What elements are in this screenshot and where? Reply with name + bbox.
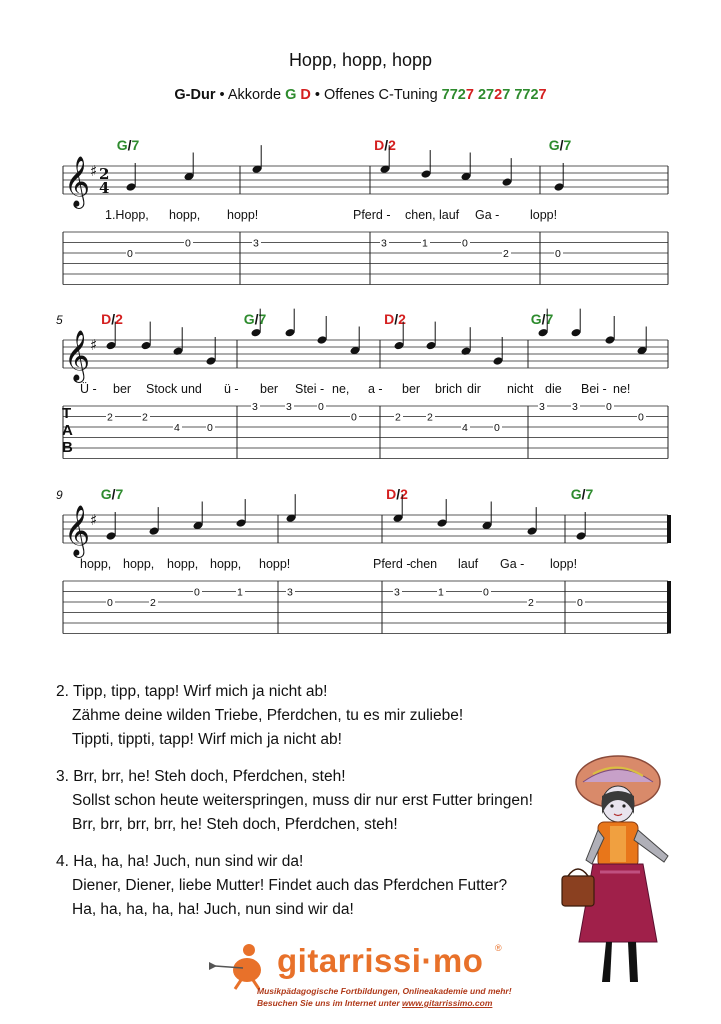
lyric-syllable: hopp!: [227, 208, 259, 222]
tab-fret-number: 3: [252, 401, 258, 413]
chord-letter: D: [384, 311, 395, 327]
lyric-syllable: chen: [410, 557, 438, 571]
time-signature-bottom: 4: [99, 179, 110, 197]
chord-symbol: [101, 311, 123, 327]
tuning-segment: 7: [538, 87, 547, 103]
final-barline: [667, 515, 671, 543]
lyric-syllable: Ga -: [500, 557, 525, 571]
lyric-syllable: und: [181, 382, 202, 396]
woman-with-hat-illustration-icon: [548, 752, 688, 992]
chord-number: 7: [131, 137, 140, 153]
chord-symbol: [386, 486, 408, 502]
verse-4-line-1: 4. Ha, ha, ha! Juch, nun sind wir da!: [56, 853, 304, 870]
tab-fret-number: 2: [142, 411, 148, 424]
lyric-syllable: Ga -: [475, 208, 500, 222]
key-signature-sharp-icon: ♯: [90, 336, 98, 354]
verse-3-line-1: 3. Brr, brr, he! Steh doch, Pferdchen, steh!: [56, 768, 346, 785]
tab-fret-number: 0: [638, 411, 644, 424]
tab-fret-number: 0: [555, 248, 561, 260]
verse-4-line-2: Diener, Diener, liebe Mutter! Findet auch das Pferdchen Futter?: [72, 877, 508, 894]
tab-fret-number: 0: [462, 237, 468, 250]
chord-letter: D: [374, 137, 385, 153]
lyric-syllable: ne!: [613, 382, 631, 396]
chord-d-label: D: [300, 87, 311, 103]
chord-letter: D: [386, 486, 397, 502]
lyric-syllable: brich: [435, 382, 463, 396]
verse-2-line-2: Zähme deine wilden Triebe, Pferdchen, tu es mir zuliebe!: [72, 707, 464, 724]
guitar-figure-icon: [205, 940, 275, 990]
subtitle-sep-1: • Akkorde: [215, 87, 286, 103]
chord-number: 2: [115, 311, 123, 327]
tab-final-barline: [667, 581, 671, 634]
verse-3-line-3: Brr, brr, brr, brr, he! Steh doch, Pferdchen, steh!: [72, 816, 398, 833]
lyric-syllable: chen,: [405, 208, 436, 222]
lyric-syllable: Ü -: [80, 382, 97, 396]
chord-letter: G: [243, 311, 255, 327]
measure-number: 9: [56, 488, 63, 502]
tab-fret-number: 2: [107, 411, 113, 424]
treble-clef-icon: 𝄞: [64, 505, 91, 556]
footer-logo[interactable]: [205, 940, 525, 1020]
tab-fret-number: 1: [438, 586, 444, 599]
chord-letter: G: [116, 137, 128, 153]
chord-number: 7: [115, 486, 124, 502]
brand-name: gitarrissi·mo: [277, 942, 484, 979]
tab-fret-number: 0: [577, 597, 583, 609]
tuning-segment: 772: [514, 87, 539, 103]
verse-3-line-2: Sollst schon heute weiterspringen, muss dir nur erst Futter bringen!: [72, 792, 533, 809]
chord-letter: G: [548, 137, 560, 153]
tab-fret-number: 2: [427, 411, 433, 424]
tuning-segment: 772: [441, 87, 466, 103]
lyric-syllable: hopp!: [259, 557, 291, 571]
treble-clef-icon: 𝄞: [64, 156, 91, 207]
tab-fret-number: 3: [539, 401, 545, 413]
footer-tagline: Musikpädagogische Fortbildungen, Onlineakademie und mehr!: [257, 986, 512, 996]
chord-slash: /: [254, 311, 259, 327]
subtitle-sep-2: • Offenes C-Tuning: [310, 87, 442, 103]
chord-slash: /: [394, 311, 399, 327]
chord-slash: /: [384, 137, 389, 153]
key-signature-sharp-icon: ♯: [90, 162, 98, 180]
chord-number: 2: [388, 137, 396, 153]
tab-fret-number: 3: [572, 401, 578, 413]
tab-fret-number: 0: [107, 597, 113, 609]
chord-number: 7: [545, 311, 554, 327]
tuning-segment: 7: [502, 87, 511, 103]
lyric-syllable: lopp!: [550, 557, 578, 571]
lyric-syllable: a -: [368, 382, 383, 396]
chord-number: 7: [563, 137, 572, 153]
tab-fret-number: 0: [185, 237, 191, 250]
lyric-syllable: ne,: [332, 382, 350, 396]
tab-fret-number: 3: [381, 237, 387, 250]
verse-3: [56, 765, 533, 837]
lyric-syllable: lauf: [458, 557, 479, 571]
time-signature-top: 2: [99, 165, 110, 183]
lyric-syllable: Stock: [146, 382, 178, 396]
lyric-syllable: Pferd -: [353, 208, 391, 222]
lyric-syllable: hopp,: [123, 557, 155, 571]
lyric-syllable: ber: [260, 382, 279, 396]
tab-fret-number: 3: [394, 586, 400, 599]
tab-fret-number: 0: [606, 401, 612, 413]
lyric-syllable: ber: [402, 382, 421, 396]
tab-fret-number: 2: [150, 597, 156, 609]
chord-symbol: [549, 137, 572, 153]
chord-symbol: [571, 486, 594, 502]
tab-clef-letter: T: [62, 405, 72, 422]
tab-fret-number: 4: [174, 422, 180, 434]
chord-slash: /: [541, 311, 546, 327]
lyric-syllable: Bei -: [581, 382, 607, 396]
verse-4: [56, 850, 507, 922]
lyric-syllable: nicht: [507, 382, 534, 396]
footer-visit-text: Besuchen Sie uns im Internet unter: [257, 998, 403, 1008]
chord-letter: G: [570, 486, 582, 502]
tuning-segment: 2: [494, 87, 503, 103]
lyric-syllable: lauf: [439, 208, 460, 222]
lyric-syllable: die: [545, 382, 562, 396]
tab-fret-number: 3: [287, 586, 293, 599]
song-title: Hopp, hopp, hopp: [288, 50, 433, 70]
tuning-segment: 27: [477, 87, 495, 103]
chord-symbol: [374, 137, 396, 153]
verse-4-line-3: Ha, ha, ha, ha, ha! Juch, nun sind wir da!: [72, 901, 354, 918]
footer-url[interactable]: www.gitarrissimo.com: [402, 998, 493, 1008]
tab-fret-number: 1: [237, 586, 243, 599]
tab-fret-number: 0: [207, 422, 213, 434]
lyric-syllable: hopp,: [167, 557, 199, 571]
lyric-syllable: hopp,: [210, 557, 242, 571]
tab-fret-number: 0: [351, 411, 357, 424]
lyric-syllable: lopp!: [530, 208, 558, 222]
lyric-syllable: hopp,: [169, 208, 201, 222]
tab-fret-number: 0: [127, 248, 133, 260]
tab-fret-number: 2: [395, 411, 401, 424]
treble-clef-icon: 𝄞: [64, 330, 91, 381]
lyric-syllable: ü -: [224, 382, 239, 396]
chord-symbol: [531, 311, 554, 327]
verse-2-line-1: 2. Tipp, tipp, tapp! Wirf mich ja nicht ab!: [56, 683, 328, 700]
lyric-syllable: Stei -: [295, 382, 325, 396]
tab-fret-number: 3: [253, 237, 259, 250]
verse-2-line-3: Tippti, tippti, tapp! Wirf mich ja nicht ab!: [72, 731, 342, 748]
tab-clef-letter: A: [62, 422, 73, 439]
lyric-syllable: Pferd -: [373, 557, 411, 571]
chord-number: 7: [585, 486, 594, 502]
chord-symbol: [101, 486, 124, 502]
tab-fret-number: 0: [494, 422, 500, 434]
chord-symbol: [244, 311, 267, 327]
lyric-syllable: dir: [467, 382, 481, 396]
tab-fret-number: 2: [503, 248, 509, 260]
lyric-syllable: ber: [113, 382, 132, 396]
chord-number: 2: [400, 486, 408, 502]
tab-fret-number: 0: [194, 586, 200, 599]
key-label: G-Dur: [174, 87, 216, 103]
tab-fret-number: 4: [462, 422, 468, 434]
chord-number: 2: [398, 311, 406, 327]
chord-slash: /: [396, 486, 401, 502]
verse-2: [56, 680, 463, 752]
tab-fret-number: 0: [318, 401, 324, 413]
tab-fret-number: 2: [528, 597, 534, 609]
footer-visit-line: [257, 998, 492, 1008]
tuning-segment: 7: [465, 87, 474, 103]
measure-number: 5: [56, 313, 63, 327]
chord-slash: /: [127, 137, 132, 153]
chord-letter: G: [100, 486, 112, 502]
chord-slash: /: [559, 137, 564, 153]
chord-slash: /: [111, 486, 116, 502]
chord-number: 7: [258, 311, 267, 327]
chord-symbol: [117, 137, 140, 153]
tab-clef-letter: B: [62, 439, 73, 456]
chord-letter: D: [101, 311, 112, 327]
lyric-syllable: hopp,: [80, 557, 112, 571]
chord-letter: G: [530, 311, 542, 327]
tab-fret-number: 1: [422, 237, 428, 250]
lyric-syllable: 1.Hopp,: [105, 208, 149, 222]
key-signature-sharp-icon: ♯: [90, 511, 98, 529]
tab-fret-number: 3: [286, 401, 292, 413]
registered-mark: ®: [495, 943, 502, 953]
chord-g-label: G: [285, 87, 297, 103]
chord-slash: /: [581, 486, 586, 502]
tab-fret-number: 0: [483, 586, 489, 599]
chord-slash: /: [111, 311, 116, 327]
